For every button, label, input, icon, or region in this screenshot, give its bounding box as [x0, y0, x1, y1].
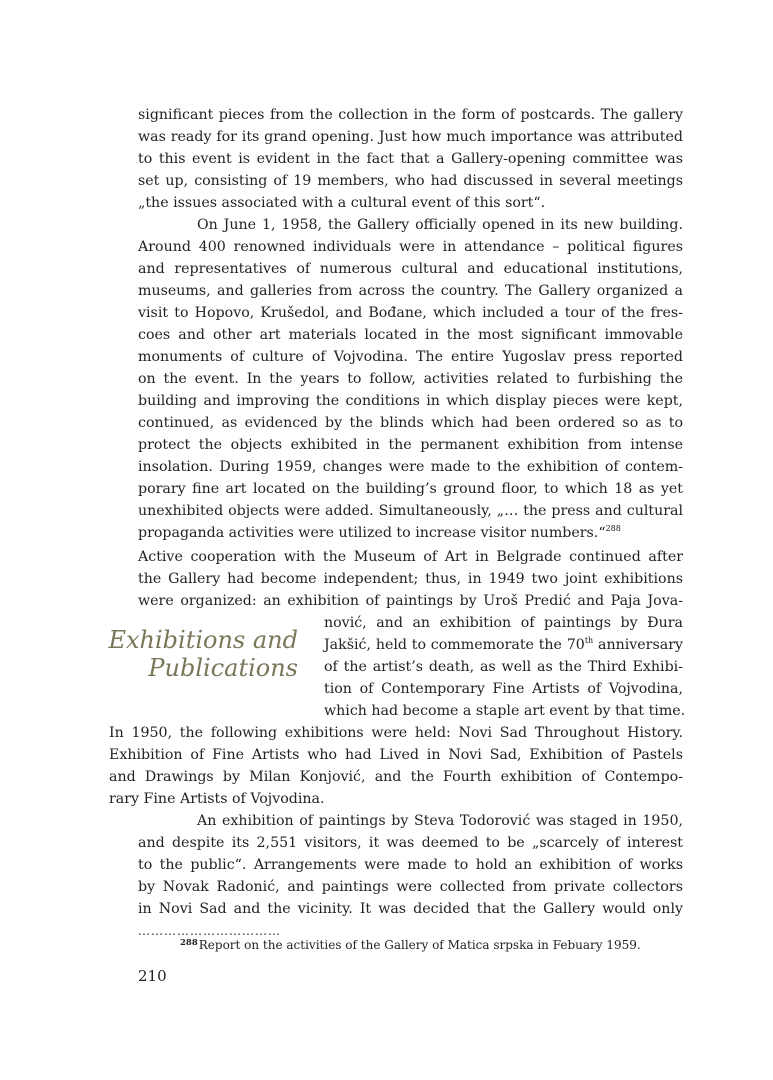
text-line: continued, as evidenced by the blinds which had been ordered so as to [138, 415, 683, 431]
text-line: the Gallery had become independent; thus, in 1949 two joint exhibitions [138, 571, 683, 587]
text-line: monuments of culture of Vojvodina. The entire Yugoslav press reported [138, 349, 683, 365]
text-line: on the event. In the years to follow, activities related to furbishing the [138, 371, 683, 387]
superscript-th: th [584, 636, 594, 645]
text-line: by Novak Radonić, and paintings were collected from private collectors [138, 879, 683, 895]
text-line: coes and other art materials located in the most significant immovable [138, 327, 683, 343]
section-heading-line-2: Publications [148, 654, 298, 682]
text-line: tion of Contemporary Fine Artists of Vojvodina, [324, 681, 683, 697]
page-number: 210 [138, 967, 167, 985]
text-line: of the artist’s death, as well as the Third Exhibi- [324, 659, 683, 675]
text-line: unexhibited objects were added. Simultaneously, „… the press and cultural [138, 503, 683, 519]
footnote-text: Report on the activities of the Gallery of Matica srpska in Febuary 1959. [198, 938, 641, 952]
text-line: which had become a staple art event by that time. [324, 703, 686, 719]
text-line-content: propaganda activities were utilized to increase visitor numbers.“ [138, 525, 606, 541]
text-line: porary fine art located on the building’s ground floor, to which 18 as yet [138, 481, 683, 497]
text-line: significant pieces from the collection in the form of postcards. The gallery [138, 107, 683, 123]
text-line: in Novi Sad and the vicinity. It was decided that the Gallery would only [138, 901, 683, 917]
text-line: set up, consisting of 19 members, who had discussed in several meetings [138, 173, 683, 189]
text-line: nović, and an exhibition of paintings by Đura [324, 615, 683, 631]
text-line: An exhibition of paintings by Steva Todorović was staged in 1950, [197, 813, 683, 829]
text-line-content: anniversary [597, 637, 683, 653]
text-line: Active cooperation with the Museum of Art in Belgrade continued after [138, 549, 683, 565]
text-line: building and improving the conditions in which display pieces were kept, [138, 393, 683, 409]
footnote [180, 936, 683, 954]
footnote-reference: 288 [605, 524, 621, 533]
text-line: and despite its 2,551 visitors, it was deemed to be „scarcely of interest [138, 835, 683, 851]
text-line: to the public“. Arrangements were made to hold an exhibition of works [138, 857, 683, 873]
footnote-number: 288 [180, 938, 198, 948]
text-line [138, 522, 683, 544]
section-heading-line-1: Exhibitions and [108, 626, 298, 654]
text-line: was ready for its grand opening. Just how much importance was attributed [138, 129, 683, 145]
text-line: and Drawings by Milan Konjović, and the Fourth exhibition of Contempo- [109, 769, 683, 785]
text-line: to this event is evident in the fact that a Gallery-opening committee was [138, 151, 683, 167]
footnote-separator: …………………………… [138, 924, 281, 938]
text-line: On June 1, 1958, the Gallery officially opened in its new building. [197, 217, 683, 233]
text-line: were organized: an exhibition of paintings by Uroš Predić and Paja Jova- [138, 593, 683, 609]
text-line: Exhibition of Fine Artists who had Lived in Novi Sad, Exhibition of Pastels [109, 747, 683, 763]
text-line: „the issues associated with a cultural event of this sort“. [138, 195, 546, 211]
text-line: Around 400 renowned individuals were in attendance – political figures [138, 239, 683, 255]
section-heading [108, 626, 298, 682]
text-line: protect the objects exhibited in the permanent exhibition from intense [138, 437, 683, 453]
text-line: insolation. During 1959, changes were made to the exhibition of contem- [138, 459, 683, 475]
text-line: In 1950, the following exhibitions were held: Novi Sad Throughout History. [109, 725, 683, 741]
text-line-content: Jakšić, held to commemorate the 70 [324, 637, 585, 653]
text-line: rary Fine Artists of Vojvodina. [109, 791, 325, 807]
text-line: visit to Hopovo, Krušedol, and Bođane, which included a tour of the fres- [138, 305, 683, 321]
text-line: and representatives of numerous cultural and educational institutions, [138, 261, 683, 277]
text-line: museums, and galleries from across the country. The Gallery organized a [138, 283, 683, 299]
text-line [324, 634, 683, 656]
